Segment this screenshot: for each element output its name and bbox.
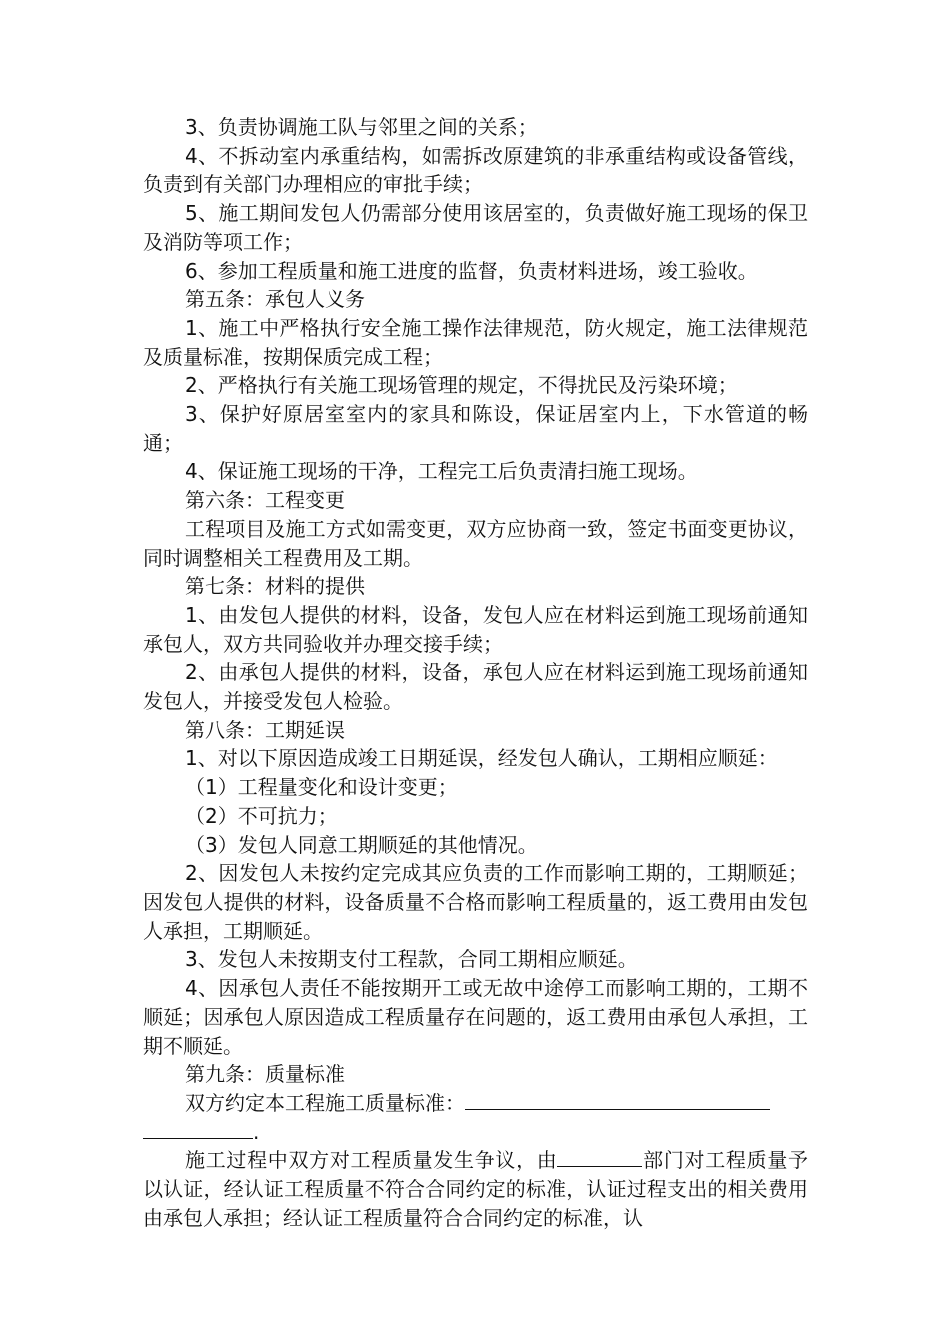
article-heading: 第五条：承包人义务: [185, 287, 365, 312]
quality-standard-blank-continued[interactable]: [143, 1118, 253, 1139]
quality-standard-period: .: [253, 1119, 260, 1144]
quality-standard-line-continued: [143, 1118, 808, 1147]
clause-paragraph: 5、施工期间发包人仍需部分使用该居室的，负责做好施工现场的保卫及消防等项工作；: [143, 201, 808, 254]
clause-paragraph: 4、不拆动室内承重结构，如需拆改原建筑的非承重结构或设备管线，负责到有关部门办理相应的审批手续；: [143, 143, 808, 197]
clause-paragraph: 工程项目及施工方式如需变更，双方应协商一致，签定书面变更协议，同时调整相关工程费用及工期。: [143, 516, 808, 570]
department-blank[interactable]: [557, 1146, 642, 1167]
clause-paragraph: 2、因发包人未按约定完成其应负责的工作而影响工期的，工期顺延；因发包人提供的材料，设备质量不合格而影响工程质量的，返工费用由发包人承担，工期顺延。: [143, 861, 808, 943]
article-heading: 第七条：材料的提供: [185, 574, 365, 599]
clause-paragraph: 3、保护好原居室室内的家具和陈设，保证居室内上，下水管道的畅通；: [143, 402, 808, 455]
dispute-text-end: 部门对工程质量予以认证，经认证工程质量不符合合同约定的标准，认证过程支出的相关费用由承包人承担；经认证工程质量符合合同约定的标准，认: [143, 1148, 809, 1230]
quality-standard-blank[interactable]: [465, 1089, 770, 1110]
clause-paragraph: 1、施工中严格执行安全施工操作法律规范，防火规定，施工法律规范及质量标准，按期保质完成工程；: [143, 315, 808, 369]
document-body: [143, 113, 808, 1232]
sub-item: （1）工程量变化和设计变更；: [185, 775, 458, 800]
article-heading: 第九条：质量标准: [185, 1062, 345, 1087]
quality-standard-line: [143, 1089, 808, 1118]
clause-paragraph: 1、对以下原因造成竣工日期延误，经发包人确认，工期相应顺延：: [185, 746, 778, 771]
dispute-text-start: 施工过程中双方对工程质量发生争议，由: [185, 1148, 558, 1173]
article-heading: 第六条：工程变更: [185, 488, 345, 513]
sub-item: （3）发包人同意工期顺延的其他情况。: [185, 832, 538, 857]
clause-paragraph: 4、因承包人责任不能按期开工或无故中途停工而影响工期的，工期不顺延；因承包人原因造成工程质量存在问题的，返工费用由承包人承担，工期不顺延。: [143, 976, 808, 1058]
clause-paragraph: 6、参加工程质量和施工进度的监督，负责材料进场，竣工验收。: [185, 258, 758, 283]
clause-paragraph: 1、由发包人提供的材料，设备，发包人应在材料运到施工现场前通知承包人，双方共同验收并办理交接手续；: [143, 602, 808, 656]
dispute-paragraph: [143, 1146, 808, 1232]
clause-paragraph: 3、负责协调施工队与邻里之间的关系；: [185, 115, 538, 139]
clause-paragraph: 4、保证施工现场的干净，工程完工后负责清扫施工现场。: [185, 459, 698, 484]
quality-standard-label: 双方约定本工程施工质量标准：: [185, 1090, 465, 1115]
clause-paragraph: 3、发包人未按期支付工程款，合同工期相应顺延。: [185, 947, 638, 972]
clause-paragraph: 2、严格执行有关施工现场管理的规定，不得扰民及污染环境；: [185, 373, 738, 398]
clause-paragraph: 2、由承包人提供的材料，设备，承包人应在材料运到施工现场前通知发包人，并接受发包人检验。: [143, 660, 808, 714]
sub-item: （2）不可抗力；: [185, 803, 338, 828]
article-heading: 第八条：工期延误: [185, 717, 345, 742]
